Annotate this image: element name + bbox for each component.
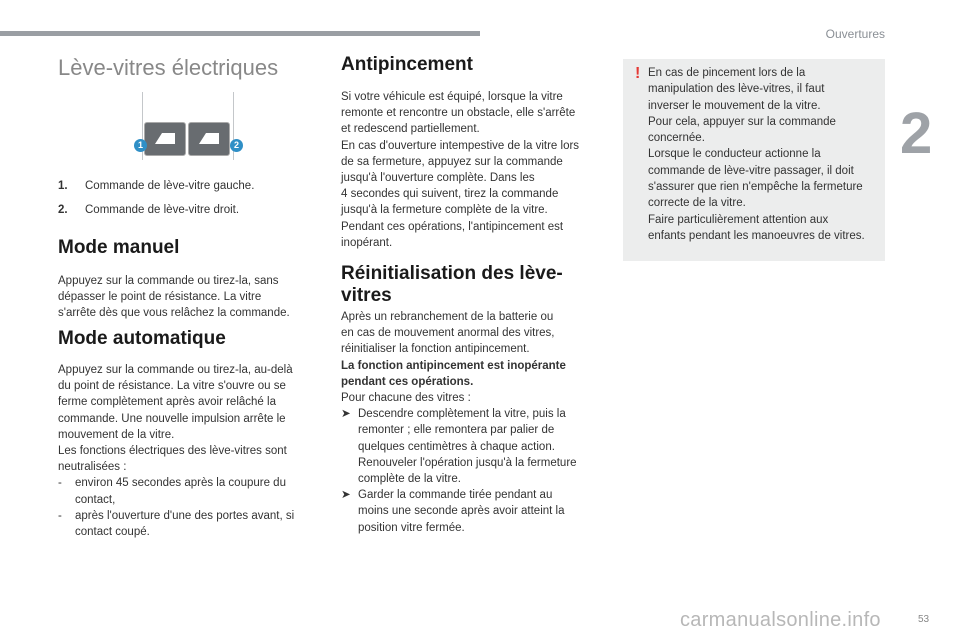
text-line: Les fonctions électriques des lève-vitres sont	[58, 445, 287, 458]
text-line: Descendre complètement la vitre, puis la	[358, 408, 566, 421]
paragraph-mode-automatique	[58, 362, 323, 540]
text-line: après l'ouverture d'une des portes avant, si	[75, 509, 295, 522]
chapter-number: 2	[900, 101, 933, 166]
legend-number: 2.	[58, 204, 68, 216]
window-icon	[155, 133, 175, 144]
text-line-bold: La fonction antipincement est inopérante	[341, 359, 566, 372]
text-line: commande de lève-vitre passager, il doit	[648, 164, 854, 177]
list-item	[341, 487, 606, 536]
heading-antipincement: Antipincement	[341, 54, 473, 75]
text-line: contact,	[75, 493, 116, 506]
text-line: Garder la commande tirée pendant au	[358, 489, 553, 502]
text-line: complète de la vitre.	[358, 473, 461, 486]
paragraph-reinitialisation	[341, 309, 606, 536]
heading-mode-automatique: Mode automatique	[58, 328, 226, 349]
window-icon	[199, 133, 219, 144]
text-line: Appuyez sur la commande ou tirez-la, sans	[58, 275, 279, 287]
text-line: Appuyez sur la commande ou tirez-la, au-delà	[58, 364, 293, 376]
text-line: du point de résistance. La vitre s'ouvre ou se	[58, 380, 286, 393]
legend-item	[58, 202, 318, 218]
legend-item	[58, 178, 318, 194]
right-window-switch	[188, 122, 230, 156]
exclamation-icon: !	[635, 65, 641, 82]
text-line: remonter ; elle remontera par palier de	[358, 424, 555, 437]
text-line: En cas de pincement lors de la	[648, 67, 806, 79]
window-switch-figure	[128, 92, 248, 160]
left-window-switch	[144, 122, 186, 156]
text-line: Renouveler l'opération jusqu'à la fermeture	[358, 456, 577, 469]
text-line: 4 secondes qui suivent, tirez la commande	[341, 188, 559, 201]
text-line: ferme complètement après avoir relâché la	[58, 396, 276, 409]
text-line: Pour cela, appuyer sur la commande	[648, 115, 836, 128]
callout-1: 1	[134, 139, 147, 152]
text-line-bold: pendant ces opérations.	[341, 375, 474, 388]
text-line: jusqu'à l'ouverture complète. Dans les	[341, 172, 535, 185]
text-line: Après un rebranchement de la batterie ou	[341, 311, 554, 323]
section-name: Ouvertures	[825, 27, 885, 41]
legend-number: 1.	[58, 180, 68, 192]
list-item	[341, 406, 606, 487]
text-line: jusqu'à la fermeture complète de la vitre.	[341, 204, 548, 217]
text-line: remonte et rencontre un obstacle, elle s'arrête	[341, 107, 576, 120]
heading-reinitialisation	[341, 263, 563, 307]
text-line: En cas d'ouverture intempestive de la vitre lors	[341, 139, 580, 152]
text-line: Pendant ces opérations, l'antipincement est	[341, 220, 564, 233]
text-line: s'arrête dès que vous relâchez la commande.	[58, 307, 290, 320]
list-item	[58, 508, 323, 540]
arrow-bullet-icon: ➤	[341, 489, 351, 502]
text-line: de sa fermeture, appuyez sur la commande	[341, 155, 563, 168]
text-line: Si votre véhicule est équipé, lorsque la vitre	[341, 91, 563, 103]
text-line: inopérant.	[341, 236, 393, 249]
callout-2: 2	[230, 139, 243, 152]
text-line: concernée.	[648, 132, 705, 145]
paragraph-mode-manuel	[58, 273, 323, 322]
paragraph-antipincement	[341, 89, 606, 251]
arrow-bullet-icon: ➤	[341, 408, 351, 421]
heading-line: Réinitialisation des lève-	[341, 263, 563, 284]
text-line: enfants pendant les manoeuvres de vitres.	[648, 229, 865, 242]
header-bar	[0, 31, 480, 36]
text-line: s'assurer que rien n'empêche la fermeture	[648, 181, 863, 194]
text-line: neutralisées :	[58, 461, 127, 474]
warning-text	[648, 65, 884, 244]
heading-line: vitres	[341, 285, 392, 306]
list-item	[58, 475, 323, 507]
text-line: Faire particulièrement attention aux	[648, 213, 829, 226]
text-line: en cas de mouvement anormal des vitres,	[341, 327, 555, 340]
page-number: 53	[918, 614, 930, 625]
heading-mode-manuel: Mode manuel	[58, 237, 180, 258]
text-line: moins une seconde après avoir atteint la	[358, 505, 565, 518]
text-line: position vitre fermée.	[358, 521, 465, 534]
text-line: mouvement de la vitre.	[58, 428, 175, 441]
text-line: et redescend partiellement.	[341, 123, 480, 136]
dash-marker: -	[58, 477, 62, 490]
page-title: Lève-vitres électriques	[58, 55, 279, 80]
text-line: correcte de la vitre.	[648, 197, 746, 210]
text-line: Pour chacune des vitres :	[341, 392, 471, 405]
text-line: commande. Une nouvelle impulsion arrête le	[58, 412, 286, 425]
dash-marker: -	[58, 509, 62, 522]
watermark: carmanualsonline.info	[680, 609, 881, 631]
text-line: inverser le mouvement de la vitre.	[648, 99, 821, 112]
text-line: quelques centimètres à chaque action.	[358, 440, 555, 453]
text-line: réinitialiser la fonction antipincement.	[341, 343, 530, 356]
legend-text: Commande de lève-vitre gauche.	[85, 180, 255, 192]
text-line: dépasser le point de résistance. La vitre	[58, 291, 262, 304]
text-line: contact coupé.	[75, 526, 150, 539]
text-line: Lorsque le conducteur actionne la	[648, 148, 821, 161]
text-line: manipulation des lève-vitres, il faut	[648, 83, 825, 96]
legend-text: Commande de lève-vitre droit.	[85, 204, 240, 216]
text-line: environ 45 secondes après la coupure du	[75, 477, 286, 490]
warning-box	[623, 59, 885, 261]
